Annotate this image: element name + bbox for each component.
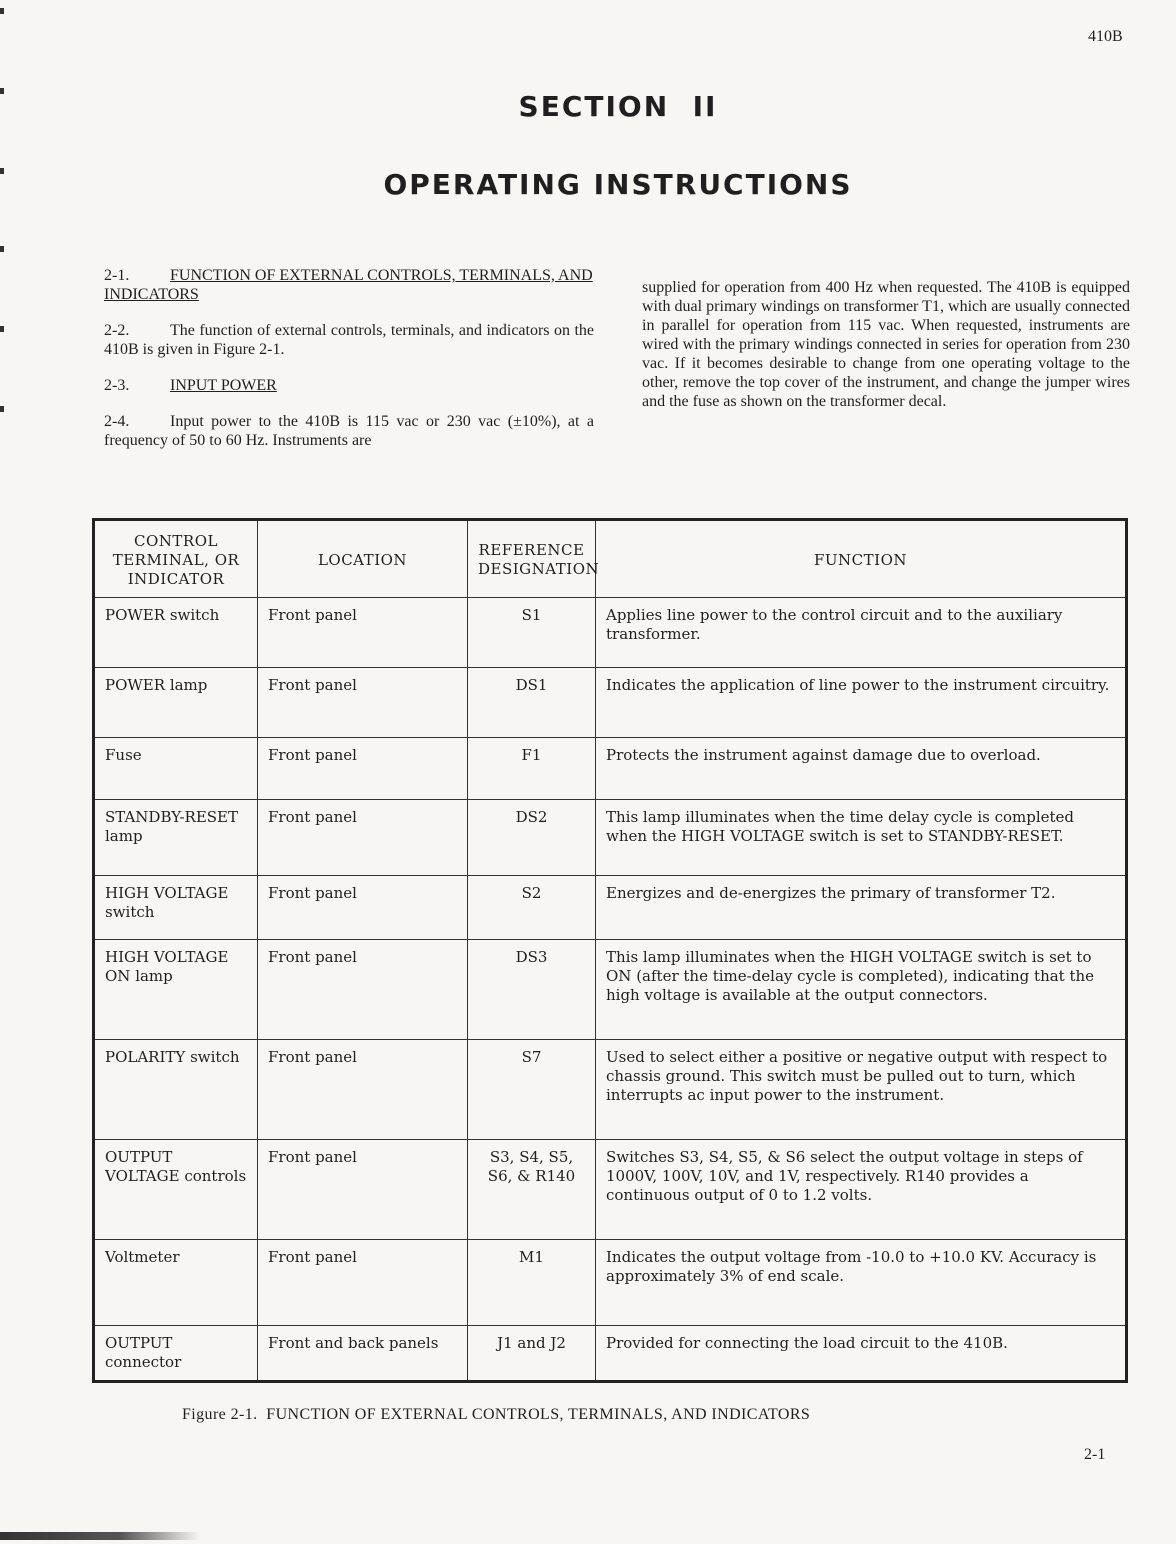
paragraph-heading: FUNCTION OF EXTERNAL CONTROLS, TERMINALS, AND INDICATORS: [104, 267, 593, 303]
cell-reference: M1: [468, 1240, 596, 1326]
cell-location: Front panel: [258, 738, 468, 800]
paragraph-2-4-continued: supplied for operation from 400 Hz when requested. The 410B is equipped with dual primary windings on transformer T1, which are usually connected in parallel for operation from 115 vac. When requested, instruments are wired with the primary windings connected in series for operation from 230 vac. If it becomes desirable to change from one operating voltage to the other, remove the top cover of the instrument, and change the jumper wires and the fuse as shown on the transformer decal.: [642, 279, 1130, 410]
cell-function: Switches S3, S4, S5, & S6 select the output voltage in steps of 1000V, 100V, 10V, and 1V, respectively. R140 provides a continuous output of 0 to 1.2 volts.: [596, 1140, 1127, 1240]
scan-artifact: [0, 8, 4, 14]
cell-reference: DS3: [468, 940, 596, 1040]
scan-artifact: [0, 246, 4, 252]
paragraph-number: 2-1.: [104, 267, 130, 284]
scan-artifact: [0, 168, 4, 174]
paragraph-2-4: [104, 412, 594, 450]
cell-control: POLARITY switch: [94, 1040, 258, 1140]
scan-artifact: [0, 406, 4, 412]
scan-artifact: [0, 326, 4, 332]
paragraph-heading: INPUT POWER: [170, 377, 277, 394]
column-header-function: FUNCTION: [596, 520, 1127, 598]
cell-location: Front panel: [258, 800, 468, 876]
cell-function: This lamp illuminates when the time delay cycle is completed when the HIGH VOLTAGE switch is set to STANDBY-RESET.: [596, 800, 1127, 876]
cell-reference: S3, S4, S5, S6, & R140: [468, 1140, 596, 1240]
cell-location: Front panel: [258, 1240, 468, 1326]
cell-reference: DS2: [468, 800, 596, 876]
paragraph-number: 2-3.: [104, 377, 130, 394]
cell-location: Front panel: [258, 940, 468, 1040]
scan-edge: [0, 1532, 200, 1540]
cell-location: Front panel: [258, 876, 468, 940]
figure-caption: Figure 2-1. FUNCTION OF EXTERNAL CONTROLS, TERMINALS, AND INDICATORS: [182, 1406, 811, 1423]
right-column: [642, 278, 1130, 428]
cell-function: Provided for connecting the load circuit to the 410B.: [596, 1326, 1127, 1382]
table-row: [94, 598, 1127, 668]
paragraph-number: 2-4.: [104, 413, 130, 430]
paragraph-number: 2-2.: [104, 322, 130, 339]
left-column: [104, 266, 594, 467]
cell-reference: S1: [468, 598, 596, 668]
column-header-control: CONTROL TERMINAL, OR INDICATOR: [94, 520, 258, 598]
page-title: OPERATING INSTRUCTIONS: [383, 168, 853, 201]
cell-control: HIGH VOLTAGE switch: [94, 876, 258, 940]
cell-function: This lamp illuminates when the HIGH VOLTAGE switch is set to ON (after the time-delay cycle is completed), indicating that the high voltage is available at the output connectors.: [596, 940, 1127, 1040]
cell-control: Voltmeter: [94, 1240, 258, 1326]
table-row: [94, 800, 1127, 876]
table-row: [94, 738, 1127, 800]
model-number: 410B: [1088, 28, 1123, 45]
page-number: 2-1: [1084, 1446, 1106, 1463]
cell-control: STANDBY-RESET lamp: [94, 800, 258, 876]
cell-control: POWER switch: [94, 598, 258, 668]
cell-control: Fuse: [94, 738, 258, 800]
cell-control: OUTPUT connector: [94, 1326, 258, 1382]
column-header-location: LOCATION: [258, 520, 468, 598]
column-header-reference: REFERENCE DESIGNATION: [468, 520, 596, 598]
cell-control: OUTPUT VOLTAGE controls: [94, 1140, 258, 1240]
cell-function: Applies line power to the control circuit and to the auxiliary transformer.: [596, 598, 1127, 668]
table-row: [94, 668, 1127, 738]
cell-control: POWER lamp: [94, 668, 258, 738]
cell-reference: J1 and J2: [468, 1326, 596, 1382]
scan-artifact: [0, 88, 4, 94]
cell-function: Protects the instrument against damage due to overload.: [596, 738, 1127, 800]
table-header-row: [94, 520, 1127, 598]
cell-reference: DS1: [468, 668, 596, 738]
table-row: [94, 1040, 1127, 1140]
table-row: [94, 1140, 1127, 1240]
paragraph-2-3: [104, 376, 594, 395]
table-row: [94, 940, 1127, 1040]
paragraph-text: Input power to the 410B is 115 vac or 230 vac (±10%), at a frequency of 50 to 60 Hz. Instruments are: [104, 413, 594, 449]
cell-function: Energizes and de-energizes the primary of transformer T2.: [596, 876, 1127, 940]
cell-location: Front panel: [258, 668, 468, 738]
cell-function: Indicates the output voltage from -10.0 to +10.0 KV. Accuracy is approximately 3% of end scale.: [596, 1240, 1127, 1326]
paragraph-2-1: [104, 266, 594, 304]
cell-reference: S7: [468, 1040, 596, 1140]
cell-function: Used to select either a positive or negative output with respect to chassis ground. This switch must be pulled out to turn, which interrupts ac input power to the instrument.: [596, 1040, 1127, 1140]
table-row: [94, 1326, 1127, 1382]
cell-location: Front panel: [258, 598, 468, 668]
controls-function-table: [92, 518, 1128, 1383]
paragraph-text: The function of external controls, terminals, and indicators on the 410B is given in Figure 2-1.: [104, 322, 594, 358]
cell-location: Front and back panels: [258, 1326, 468, 1382]
cell-location: Front panel: [258, 1140, 468, 1240]
section-heading: SECTION II: [518, 90, 718, 123]
table-row: [94, 1240, 1127, 1326]
table-row: [94, 876, 1127, 940]
cell-location: Front panel: [258, 1040, 468, 1140]
cell-reference: F1: [468, 738, 596, 800]
cell-control: HIGH VOLTAGE ON lamp: [94, 940, 258, 1040]
paragraph-2-2: [104, 321, 594, 359]
cell-function: Indicates the application of line power to the instrument circuitry.: [596, 668, 1127, 738]
cell-reference: S2: [468, 876, 596, 940]
